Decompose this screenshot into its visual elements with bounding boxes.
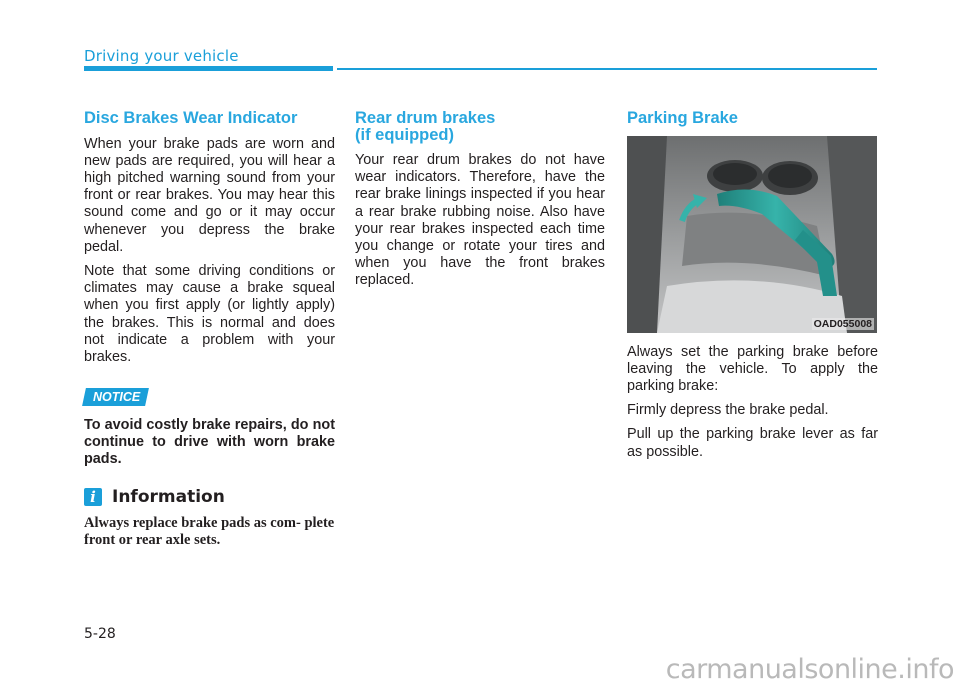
info-icon: i: [84, 488, 102, 506]
parking-brake-illustration: [627, 136, 877, 333]
rear-drum-heading-line-1: Rear drum brakes: [355, 109, 496, 127]
watermark: carmanualsonline.info: [665, 654, 954, 685]
image-code: OAD055008: [813, 317, 872, 330]
information-title: Information: [112, 487, 225, 508]
column-rear-drum-brakes: [355, 110, 605, 297]
disc-brakes-heading: Disc Brakes Wear Indicator: [84, 109, 298, 127]
page-number: 5-28: [84, 626, 116, 642]
information-text: Always replace brake pads as com- plete front or rear axle sets.: [84, 515, 335, 548]
column-disc-brakes: [84, 110, 335, 548]
parking-brake-para-1: Always set the parking brake before leaving the vehicle. To apply the parking brake:: [627, 343, 878, 394]
information-header: [84, 487, 335, 507]
parking-brake-para-2: Firmly depress the brake pedal.: [627, 402, 829, 419]
disc-brakes-para-1: When your brake pads are worn and new pads are required, you will hear a high pitched warning sound from your front or rear brakes. You may hear this sound come and go or it may occur whenever you depress the brake pedal.: [84, 135, 335, 255]
notice-badge: [82, 388, 149, 406]
notice-label: NOTICE: [93, 390, 141, 405]
parking-brake-para-3: Pull up the parking brake lever as far as possible.: [627, 426, 878, 460]
disc-brakes-para-2: Note that some driving conditions or climates may cause a brake squeal when you first apply (or lightly apply) the brakes. This is normal and does not indicate a problem with your brakes.: [84, 262, 335, 365]
rear-drum-para-1: Your rear drum brakes do not have wear indicators. Therefore, have the rear brake linings inspected if you hear a rear brake rubbing noise. Also have your rear brakes inspected each time you change or rotate your tires and when you have the front brakes replaced.: [355, 152, 605, 289]
header-rule-thick: [84, 66, 333, 71]
section-title: Driving your vehicle: [84, 47, 239, 65]
rear-drum-heading-line-2: (if equipped): [355, 125, 454, 144]
rear-drum-heading: [355, 110, 605, 143]
header-rule-thin: [337, 68, 877, 70]
parking-brake-heading: Parking Brake: [627, 109, 738, 127]
column-parking-brake: [627, 110, 878, 468]
notice-text: To avoid costly brake repairs, do not continue to drive with worn brake pads.: [84, 417, 335, 468]
parking-brake-photo: [627, 136, 877, 333]
